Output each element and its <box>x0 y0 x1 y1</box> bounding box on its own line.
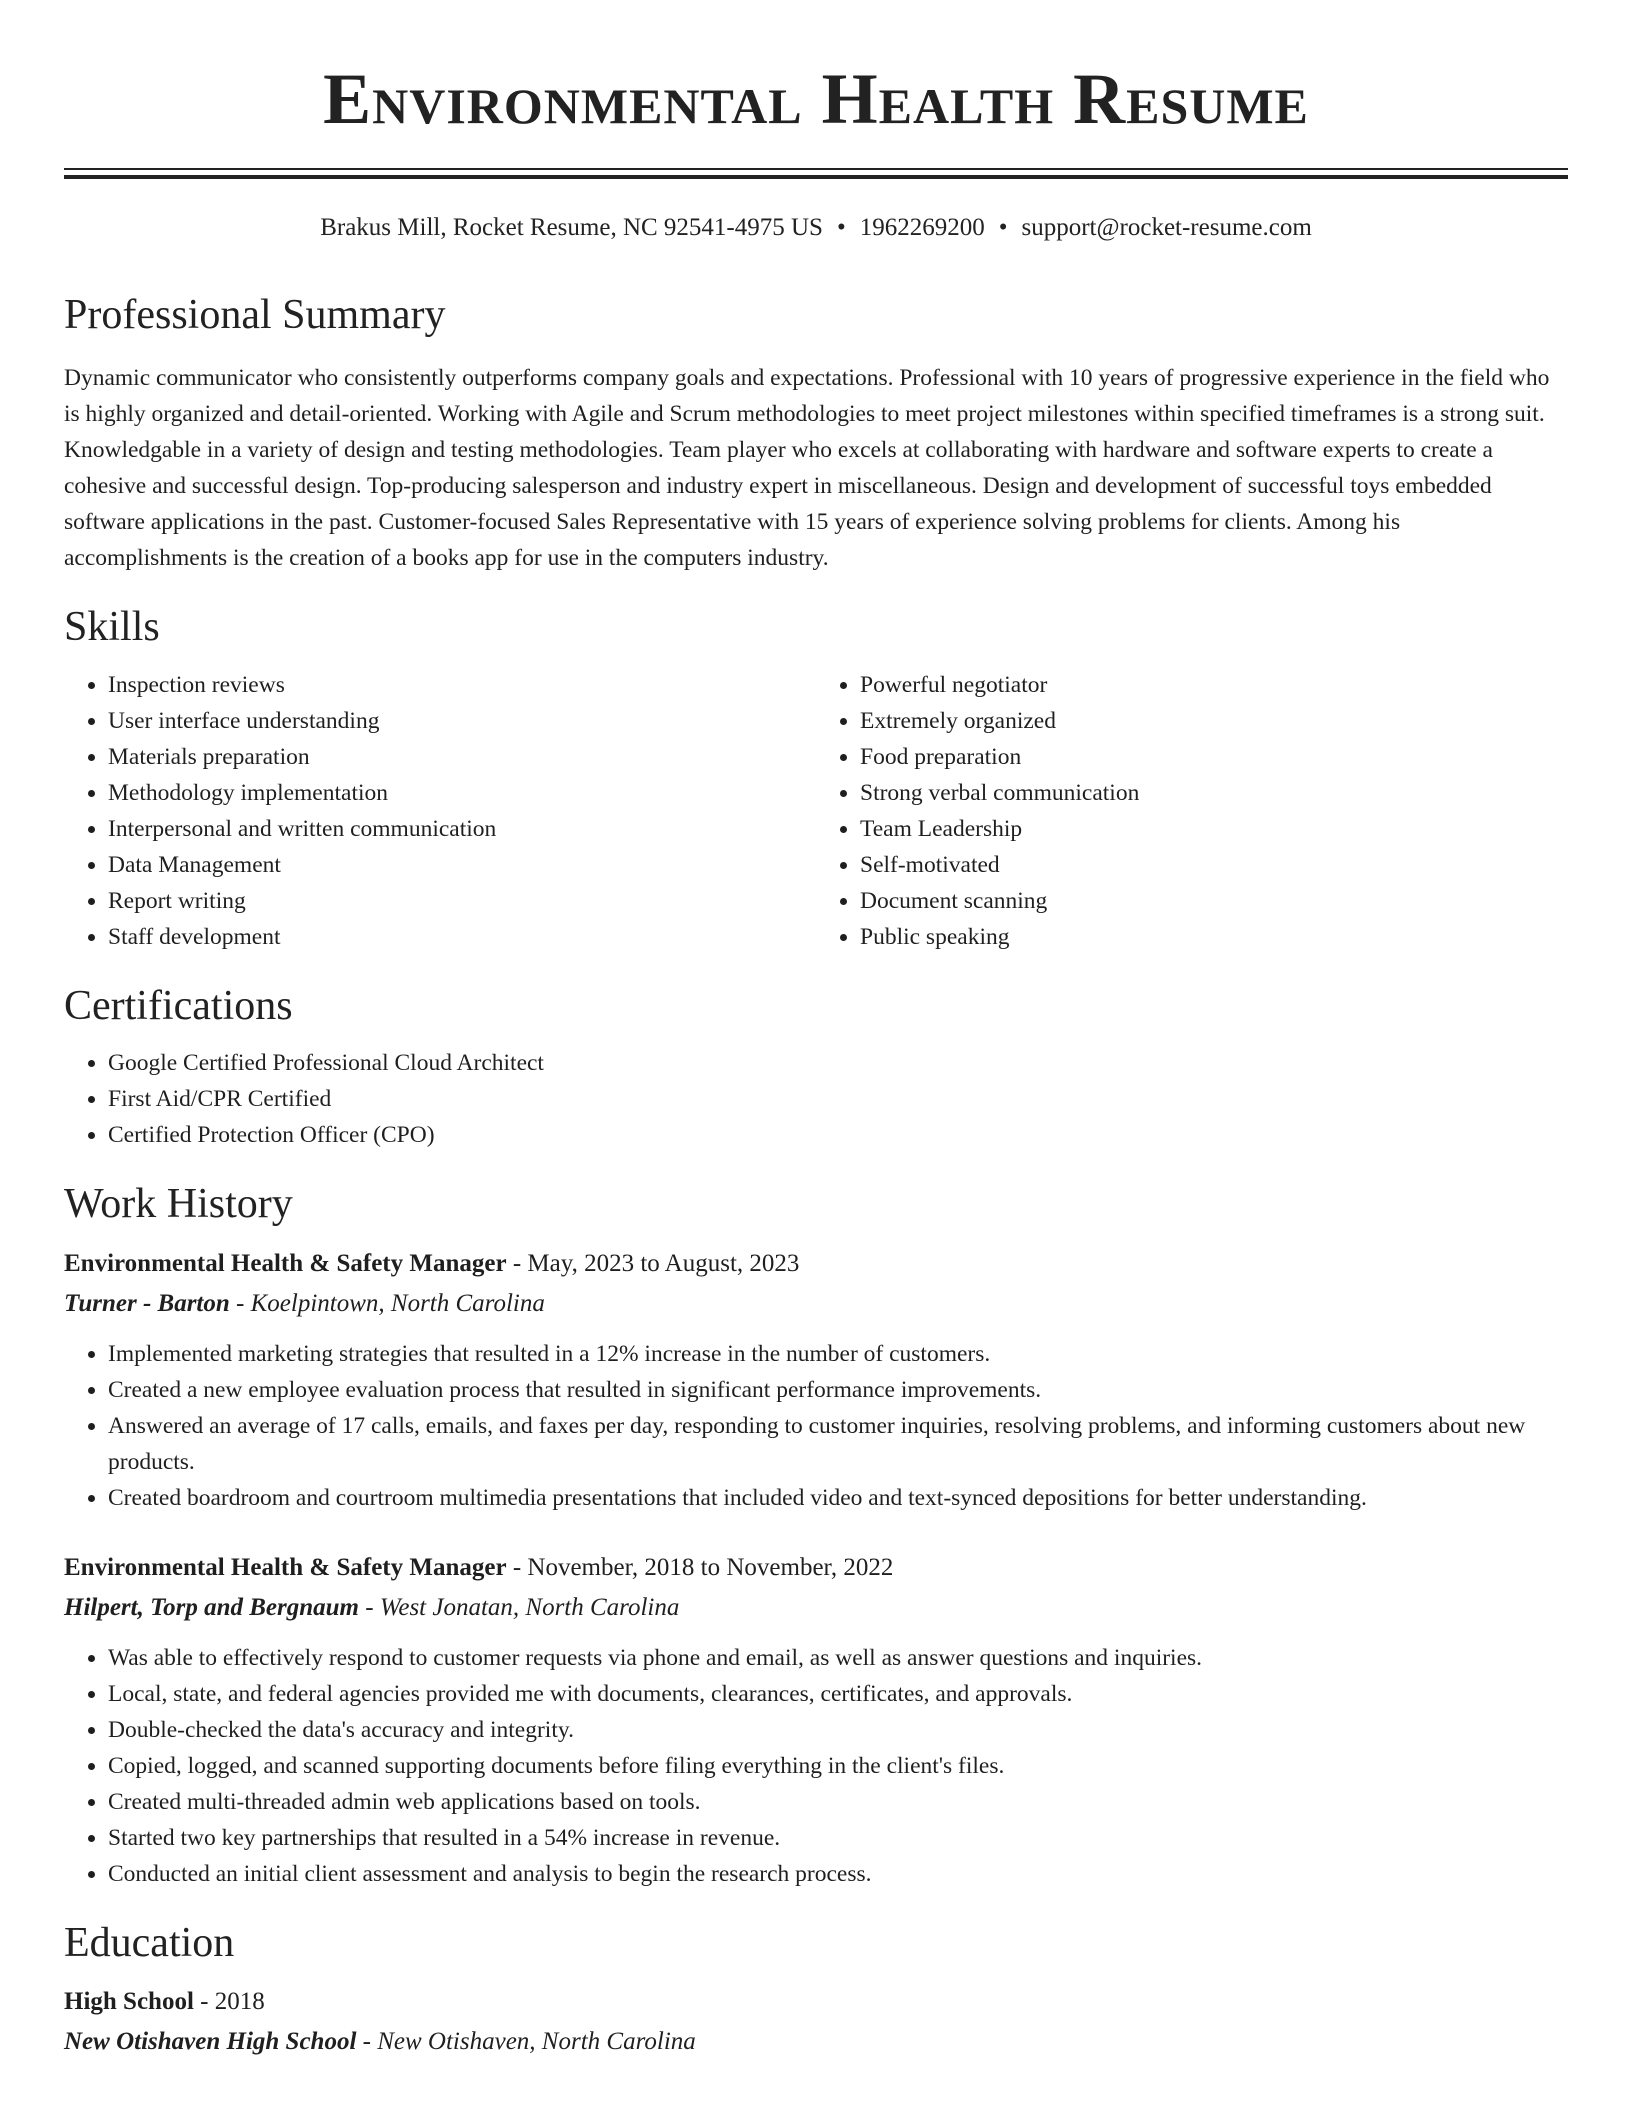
job-dates: May, 2023 to August, 2023 <box>527 1249 800 1277</box>
contact-separator: • <box>836 214 846 241</box>
work-history-section <box>64 1179 1568 1891</box>
skill-item: • Materials preparation <box>108 739 816 775</box>
summary-text: Dynamic communicator who consistently outperforms company goals and expectations. Professional with 10 years of progressive experience in the field who is highly organized and detail-oriented. Working with Agile and Scrum methodologies to meet project milestones within specified timeframes is a strong suit. Knowledgable in a variety of design and testing methodologies. Team player who excels at collaborating with hardware and software experts to create a cohesive and successful design. Top-producing salesperson and industry expert in miscellaneous. Design and development of successful toys embedded software applications in the past. Customer-focused Sales Representative with 15 years of experience solving problems for clients. Among his accomplishments is the creation of a books app for use in the computers industry. <box>64 365 1550 572</box>
job-entry <box>64 1244 1568 1516</box>
job-bullet: • Was able to effectively respond to customer requests via phone and email, as well as answer questions and inquiries. <box>108 1640 1568 1676</box>
education-school-line: New Otishaven High School - New Otishaven, North Carolina <box>64 2027 696 2055</box>
education-section <box>64 1918 1568 2062</box>
certifications-list <box>64 1045 1568 1153</box>
resume-content <box>64 290 1568 2062</box>
job-company-line: Hilpert, Torp and Bergnaum - West Jonatan, North Carolina <box>64 1593 680 1621</box>
job-bullet: • Started two key partnerships that resulted in a 54% increase in revenue. <box>108 1820 1568 1856</box>
certification-item: • Google Certified Professional Cloud Architect <box>108 1045 1568 1081</box>
skills-right-list <box>816 667 1568 955</box>
job-bullet: • Local, state, and federal agencies provided me with documents, clearances, certificates, and approvals. <box>108 1676 1568 1712</box>
job-bullets <box>64 1336 1568 1516</box>
title-rule-thin <box>64 168 1568 170</box>
education-heading: Education <box>64 1919 235 1966</box>
job-location: Koelpintown, North Carolina <box>250 1289 545 1317</box>
skill-item: • Powerful negotiator <box>860 667 1568 703</box>
contact-email: support@rocket-resume.com <box>1021 214 1312 241</box>
skills-left-list <box>64 667 816 955</box>
job-company: Turner - Barton <box>64 1289 230 1317</box>
title-rule-thick <box>64 175 1568 179</box>
skills-heading: Skills <box>64 604 160 651</box>
contact-line <box>0 214 1632 242</box>
job-dates: November, 2018 to November, 2022 <box>527 1553 894 1581</box>
job-bullet: • Created a new employee evaluation process that resulted in significant performance improvements. <box>108 1372 1568 1408</box>
contact-address: Brakus Mill, Rocket Resume, NC 92541-4975 US <box>320 214 823 241</box>
resume-title: Environmental Health Resume <box>323 59 1309 139</box>
education-degree-line: High School - 2018 <box>64 1987 265 2015</box>
skill-item: • Extremely organized <box>860 703 1568 739</box>
job-bullet: • Conducted an initial client assessment and analysis to begin the research process. <box>108 1856 1568 1892</box>
job-entry <box>64 1548 1568 1892</box>
skill-item: • Self-motivated <box>860 847 1568 883</box>
education-school: New Otishaven High School <box>64 2027 357 2055</box>
job-bullets <box>64 1640 1568 1892</box>
job-location: West Jonatan, North Carolina <box>379 1593 680 1621</box>
summary-heading: Professional Summary <box>64 292 446 338</box>
certification-item: • Certified Protection Officer (CPO) <box>108 1117 1568 1153</box>
skill-item: • Food preparation <box>860 739 1568 775</box>
job-company-line: Turner - Barton - Koelpintown, North Carolina <box>64 1289 545 1317</box>
job-title-line: Environmental Health & Safety Manager - November, 2018 to November, 2022 <box>64 1553 894 1581</box>
certifications-section <box>64 981 1568 1153</box>
skill-item: • Document scanning <box>860 883 1568 919</box>
skill-item: • Inspection reviews <box>108 667 816 703</box>
skill-item: • Strong verbal communication <box>860 775 1568 811</box>
contact-separator: • <box>998 214 1008 241</box>
skill-item: • User interface understanding <box>108 703 816 739</box>
job-bullet: • Answered an average of 17 calls, emails, and faxes per day, responding to customer inquiries, resolving problems, and informing customers about new products. <box>108 1408 1568 1480</box>
job-title: Environmental Health & Safety Manager <box>64 1553 507 1581</box>
job-bullet: • Implemented marketing strategies that resulted in a 12% increase in the number of customers. <box>108 1336 1568 1372</box>
job-bullet: • Copied, logged, and scanned supporting documents before filing everything in the client's files. <box>108 1748 1568 1784</box>
certifications-heading: Certifications <box>64 982 293 1029</box>
contact-phone: 1962269200 <box>859 214 985 241</box>
job-title-line: Environmental Health & Safety Manager - May, 2023 to August, 2023 <box>64 1249 800 1277</box>
skill-item: • Team Leadership <box>860 811 1568 847</box>
summary-section <box>64 290 1568 576</box>
skills-section <box>64 602 1568 954</box>
skill-item: • Report writing <box>108 883 816 919</box>
work-history-heading: Work History <box>64 1181 293 1228</box>
skill-item: • Staff development <box>108 919 816 955</box>
job-bullet: • Created boardroom and courtroom multimedia presentations that included video and text-synced depositions for better understanding. <box>108 1480 1568 1516</box>
education-degree: High School <box>64 1987 194 2015</box>
education-location: New Otishaven, North Carolina <box>377 2027 696 2055</box>
skill-item: • Data Management <box>108 847 816 883</box>
job-bullet: • Created multi-threaded admin web applications based on tools. <box>108 1784 1568 1820</box>
skill-item: • Interpersonal and written communication <box>108 811 816 847</box>
skill-item: • Public speaking <box>860 919 1568 955</box>
job-spacer <box>64 1516 1568 1548</box>
job-bullet: • Double-checked the data's accuracy and integrity. <box>108 1712 1568 1748</box>
skills-columns <box>64 667 1568 955</box>
certification-item: • First Aid/CPR Certified <box>108 1081 1568 1117</box>
job-company: Hilpert, Torp and Bergnaum <box>64 1593 359 1621</box>
education-year: 2018 <box>214 1987 265 2015</box>
job-title: Environmental Health & Safety Manager <box>64 1249 507 1277</box>
skill-item: • Methodology implementation <box>108 775 816 811</box>
